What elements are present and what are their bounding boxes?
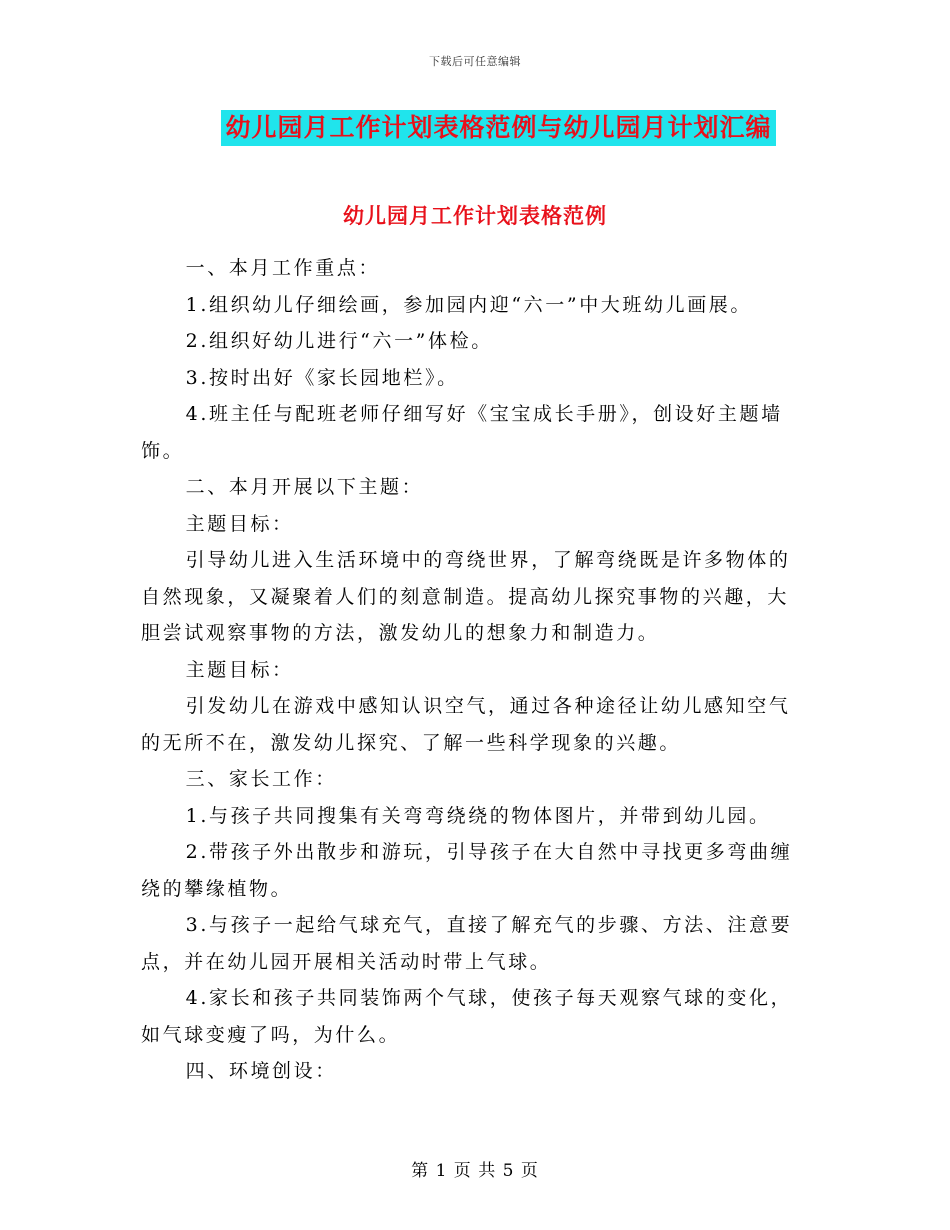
document-body	[141, 250, 806, 1090]
section-heading-themes: 二、本月开展以下主题：	[185, 476, 424, 498]
list-item: 1.与孩子共同搜集有关弯弯绕绕的物体图片，并带到幼儿园。	[185, 804, 771, 827]
section-heading-focus: 一、本月工作重点：	[185, 257, 381, 279]
header-note: 下载后可任意编辑	[429, 55, 521, 68]
page-number-footer: 第 1 页 共 5 页	[411, 1161, 539, 1181]
theme-goal-label: 主题目标：	[185, 512, 294, 535]
list-item: 4.班主任与配班老师仔细写好《宝宝成长手册》，创设好主题墙饰。	[141, 403, 783, 462]
theme-goal-label: 主题目标：	[185, 658, 294, 681]
list-item: 2.组织好幼儿进行“六一”体检。	[185, 330, 493, 352]
list-item: 2.带孩子外出散步和游玩，引导孩子在大自然中寻找更多弯曲缠绕的攀缘植物。	[141, 841, 793, 900]
list-item: 3.按时出好《家长园地栏》。	[185, 366, 459, 389]
section-heading-parents: 三、家长工作：	[185, 768, 337, 790]
paragraph: 引导幼儿进入生活环境中的弯绕世界，了解弯绕既是许多物体的自然现象，又凝聚着人们的刻意制造。提高幼儿探究事物的兴趣，大胆尝试观察事物的方法，激发幼儿的想象力和制造力。	[141, 549, 791, 644]
list-item: 4.家长和孩子共同装饰两个气球，使孩子每天观察气球的变化，如气球变瘦了吗，为什么。	[141, 987, 793, 1046]
section-heading-environment: 四、环境创设：	[185, 1060, 337, 1082]
list-item: 1.组织幼儿仔细绘画，参加园内迎“六一”中大班幼儿画展。	[185, 293, 752, 316]
main-title: 幼儿园月工作计划表格范例与幼儿园月计划汇编	[221, 110, 776, 146]
list-item: 3.与孩子一起给气球充气，直接了解充气的步骤、方法、注意要点，并在幼儿园开展相关活动时带上气球。	[141, 914, 793, 973]
paragraph: 引发幼儿在游戏中感知认识空气，通过各种途径让幼儿感知空气的无所不在，激发幼儿探究、了解一些科学现象的兴趣。	[141, 695, 791, 754]
sub-title: 幼儿园月工作计划表格范例	[343, 203, 607, 228]
